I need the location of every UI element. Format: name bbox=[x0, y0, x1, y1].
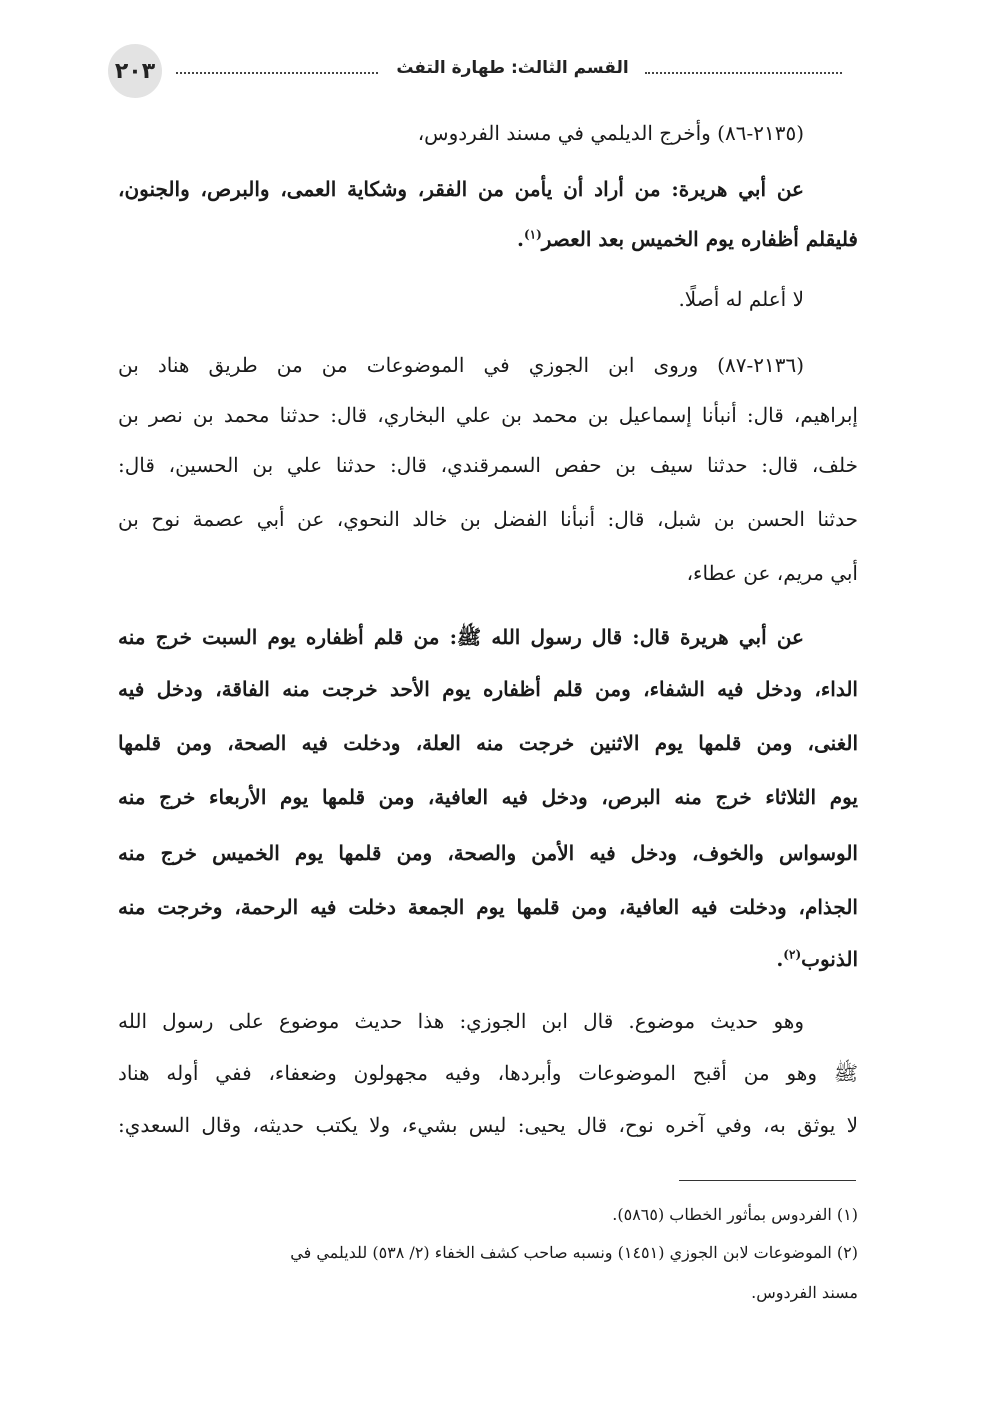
hadith-line: الداء، ودخل فيه الشفاء، ومن قلم أظفاره يوم الأحد خرجت منه الفاقة، ودخل فيه bbox=[118, 677, 858, 701]
footnote-separator bbox=[679, 1180, 856, 1181]
hadith-line bbox=[118, 214, 858, 264]
paragraph-line: وهو حديث موضوع. قال ابن الجوزي: هذا حديث موضوع على رسول الله bbox=[118, 1009, 804, 1033]
hadith-line: الجذام، ودخلت فيه العافية، ومن قلمها يوم الجمعة دخلت فيه الرحمة، وخرجت منه bbox=[118, 895, 858, 919]
footnote-ref[interactable]: (١) bbox=[523, 227, 542, 242]
paragraph-line: (٢١٣٦-٨٧) وروى ابن الجوزي في الموضوعات من من طريق هناد بن bbox=[118, 353, 804, 377]
header-leader-left bbox=[176, 72, 378, 74]
paragraph-line: خلف، قال: حدثنا سيف بن حفص السمرقندي، قال: حدثنا علي بن الحسين، قال: bbox=[118, 453, 858, 477]
paragraph-line: حدثنا الحسن بن شبل، قال: أنبأنا الفضل بن خالد النحوي، عن أبي عصمة نوح بن bbox=[118, 507, 858, 531]
running-header-title: القسم الثالث: طهارة التفث bbox=[396, 58, 629, 78]
hadith-line: عن أبي هريرة قال: قال رسول الله ﷺ: من قلم أظفاره يوم السبت خرج منه bbox=[118, 625, 804, 649]
footnote-2-continuation: مسند الفردوس. bbox=[751, 1283, 858, 1302]
period: . bbox=[776, 947, 784, 971]
footnote-1: (١) الفردوس بمأثور الخطاب (٥٨٦٥). bbox=[612, 1205, 858, 1224]
hadith-line-text: الذنوب bbox=[801, 947, 858, 971]
hadith-line bbox=[118, 934, 858, 984]
paragraph-line: إبراهيم، قال: أنبأنا إسماعيل بن محمد بن علي البخاري، قال: حدثنا محمد بن نصر بن bbox=[118, 403, 858, 427]
paragraph-line: (٢١٣٥-٨٦) وأخرج الديلمي في مسند الفردوس، bbox=[417, 121, 804, 145]
paragraph-line: لا يوثق به، وفي آخره نوح، قال يحيى: ليس بشيء، ولا يكتب حديثه، وقال السعدي: bbox=[118, 1113, 858, 1137]
hadith-line: يوم الثلاثاء خرج منه البرص، ودخل فيه العافية، ومن قلمها يوم الأربعاء خرج منه bbox=[118, 785, 858, 809]
hadith-line: عن أبي هريرة: من أراد أن يأمن من الفقر، وشكاية العمى، والبرص، والجنون، bbox=[118, 177, 804, 201]
hadith-line-text: فليقلم أظفاره يوم الخميس بعد العصر bbox=[541, 227, 858, 251]
footnote-ref[interactable]: (٢) bbox=[783, 947, 802, 962]
hadith-line: الغنى، ومن قلمها يوم الاثنين خرجت منه العلة، ودخلت فيه الصحة، ومن قلمها bbox=[118, 731, 858, 755]
period: . bbox=[516, 227, 524, 251]
paragraph-line: لا أعلم له أصلًا. bbox=[678, 287, 804, 311]
paragraph-line: أبي مريم، عن عطاء، bbox=[686, 561, 858, 585]
paragraph-line: ﷺ وهو من أقبح الموضوعات وأبردها، وفيه مجهولون وضعفاء، ففي أوله هناد bbox=[118, 1061, 858, 1085]
page-number: ٢٠٣ bbox=[108, 44, 162, 98]
header-leader-right bbox=[645, 72, 842, 74]
footnote-2: (٢) الموضوعات لابن الجوزي (١٤٥١) ونسبه صاحب كشف الخفاء (٢/ ٥٣٨) للديلمي في bbox=[290, 1243, 858, 1262]
hadith-line: الوسواس والخوف، ودخل فيه الأمن والصحة، ومن قلمها يوم الخميس خرج منه bbox=[118, 841, 858, 865]
